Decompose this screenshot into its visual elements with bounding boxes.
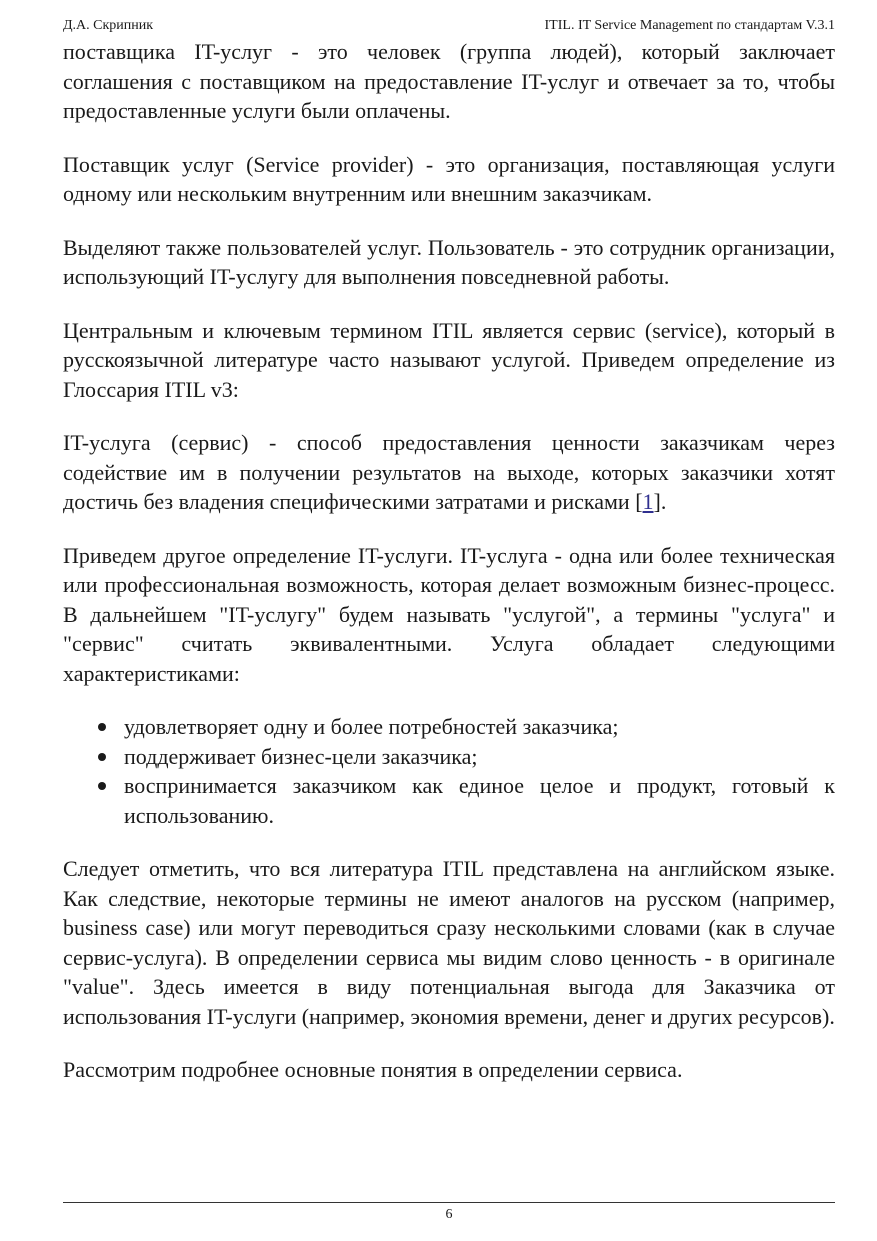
footer-divider	[63, 1202, 835, 1203]
definition-end: ].	[653, 489, 667, 514]
bullet-icon	[98, 782, 106, 790]
list-item-text: воспринимается заказчиком как единое целое и продукт, готовый к использованию.	[124, 773, 835, 828]
paragraph-supplier-customer: поставщика IT-услуг - это человек (группа людей), который заключает соглашения с поставщиком на предоставление IT-услуг и отвечает за то, чтобы предоставленные услуги были оплачены.	[63, 39, 835, 123]
header-title: ITIL. IT Service Management по стандартам V.3.1	[544, 18, 835, 33]
list-item	[124, 712, 835, 742]
list-item	[124, 771, 835, 830]
header-author: Д.А. Скрипник	[63, 18, 154, 33]
paragraph-users: Выделяют также пользователей услуг. Пользователь - это сотрудник организации, использующий IT-услугу для выполнения повседневной работы.	[63, 234, 835, 289]
definition-text: IT-услуга (сервис) - способ предоставления ценности заказчикам через содействие им в получении результатов на выходе, которых заказчики хотят достичь без владения специфическими затратами и рисками [	[63, 430, 835, 514]
reference-link[interactable]: 1	[642, 489, 654, 514]
bullet-icon	[98, 753, 106, 761]
characteristics-list	[63, 712, 835, 830]
paragraph-characteristics: Приведем другое определение IT-услуги. IT-услуга - одна или более техническая или профессиональная возможность, которая делает возможным бизнес-процесс. В дальнейшем "IT-услугу" будем называть "услугой", а термины "услуга" и "сервис" считать эквивалентными. Услуга обладает следующими характеристиками:	[63, 542, 835, 686]
paragraph-language-note: Следует отметить, что вся литература ITIL представлена на английском языке. Как следствие, некоторые термины не имеют аналогов на русском (например, business case) или могут переводиться сразу несколькими словами (как в случае сервис-услуга). В определении сервиса мы видим слово ценность - в оригинале "value". Здесь имеется в виду потенциальная выгода для Заказчика от использования IT-услуги (например, экономия времени, денег и других ресурсов).	[63, 856, 835, 1029]
list-item-text: удовлетворяет одну и более потребностей заказчика;	[124, 714, 619, 739]
paragraph-final: Рассмотрим подробнее основные понятия в определении сервиса.	[63, 1057, 683, 1082]
list-item-text: поддерживает бизнес-цели заказчика;	[124, 743, 478, 769]
page-body	[63, 37, 835, 1109]
paragraph-service-term: Центральным и ключевым термином ITIL является сервис (service), который в русскоязычной литературе часто называют услугой. Приведем определение из Глоссария ITIL v3:	[63, 317, 835, 402]
paragraph-service-provider: Поставщик услуг (Service provider) - это организация, поставляющая услуги одному или нескольким внутренним или внешним заказчикам.	[63, 151, 835, 206]
page-header	[63, 17, 835, 35]
paragraph-definition	[63, 428, 835, 517]
list-item	[124, 742, 835, 772]
bullet-icon	[98, 723, 106, 731]
page-number: 6	[445, 1207, 453, 1222]
